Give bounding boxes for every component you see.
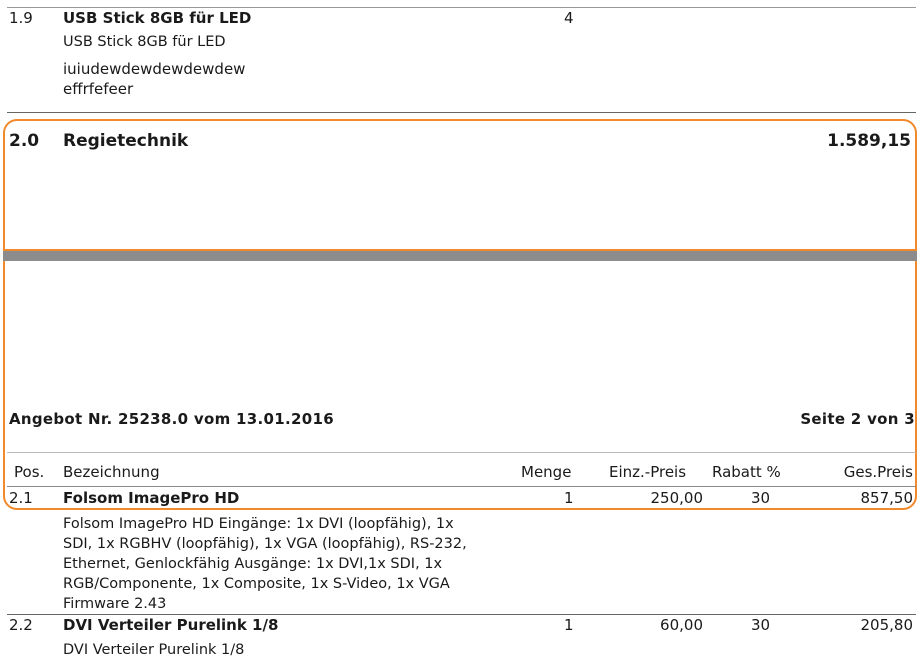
offer-number: Angebot Nr. 25238.0 vom 13.01.2016 [9,410,334,428]
item-desc-line: USB Stick 8GB für LED [63,34,226,50]
item-pos: 2.2 [9,616,33,634]
item-qty: 1 [564,489,574,507]
page-break [3,251,917,261]
col-desc: Bezeichnung [63,463,160,481]
col-pos: Pos. [14,463,45,481]
item-desc-line: RGB/Componente, 1x Composite, 1x S-Video, 1x VGA [63,576,450,592]
col-qty: Menge [521,463,572,481]
section-total: 1.589,15 [827,131,911,151]
item-title: Folsom ImagePro HD [63,489,240,507]
item-discount: 30 [751,489,771,507]
item-desc-line: Folsom ImagePro HD Eingänge: 1x DVI (loopfähig), 1x [63,516,454,532]
item-pos: 1.9 [9,9,33,27]
item-unit-price: 250,00 [650,489,703,507]
item-divider [7,614,916,615]
item-title: USB Stick 8GB für LED [63,9,252,27]
table-header-rule [7,486,916,487]
item-total: 857,50 [860,489,913,507]
item-qty: 1 [564,616,574,634]
item-qty: 4 [564,9,574,27]
item-divider [7,112,916,113]
page-number: Seite 2 von 3 [800,410,915,428]
item-title: DVI Verteiler Purelink 1/8 [63,616,279,634]
col-discount: Rabatt % [712,463,781,481]
item-discount: 30 [751,616,771,634]
header-rule [7,452,916,453]
item-desc-line: Ethernet, Genlockfähig Ausgänge: 1x DVI,1x SDI, 1x [63,556,443,572]
item-desc-line: iuiudewdewdewdewdew [63,60,246,78]
item-desc-line: Firmware 2.43 [63,596,167,612]
col-unit-price: Einz.-Preis [609,463,687,481]
item-total: 205,80 [860,616,913,634]
col-total: Ges.Preis [843,463,913,481]
section-pos: 2.0 [9,131,40,151]
item-desc-line: effrfefeer [63,80,134,98]
top-rule [7,7,916,8]
item-desc-line: SDI, 1x RGBHV (loopfähig), 1x VGA (loopfähig), RS-232, [63,536,467,552]
section-title: Regietechnik [63,131,189,151]
item-unit-price: 60,00 [660,616,703,634]
item-pos: 2.1 [9,489,33,507]
item-desc-line: DVI Verteiler Purelink 1/8 [63,642,245,658]
